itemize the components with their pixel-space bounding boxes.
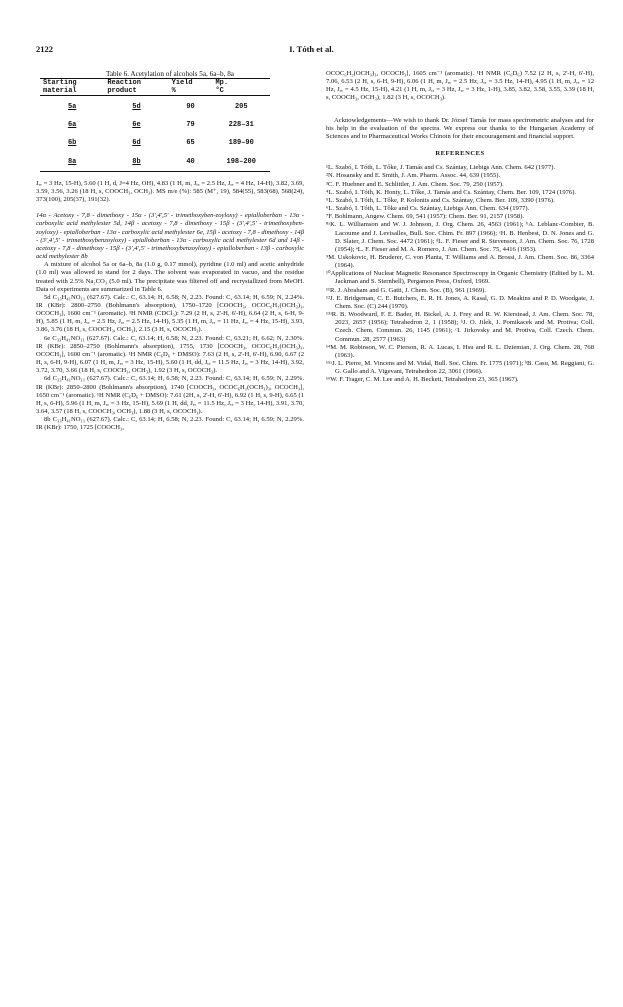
col-header-reaction: Reaction (104, 79, 168, 88)
col-header-product: product (104, 87, 168, 96)
table-cell: 65 (186, 139, 195, 148)
reference-item: ²N. Hosansky and E. Smith, J. Am. Pharm. Assoc. 44, 639 (1955). (326, 172, 501, 180)
reference-item: ⁷F. Bohlmann, Angew. Chem. 69, 541 (1957): Chem. Ber. 91, 2157 (1958). (326, 213, 525, 221)
running-head-authors: I. Tóth et al. (289, 44, 334, 54)
col-header-percent: % (169, 87, 213, 96)
table-row (40, 96, 270, 115)
table-cell: 198–200 (212, 151, 270, 172)
reference-item: ¹⁴M. M. Robinson, W. C. Pierson, R. A. Lucas, I. Hsu and R. L. Dziemian, J. Org. Chem. 28, 768 (1963). (326, 343, 594, 359)
reference-item: ⁴L. Szabó, I. Tóth, K. Honty, L. Tőke, J. Tamás and Cs. Szántay, Chem. Ber. 109, 1724 (1976). (326, 188, 577, 196)
table-cell: 5d (132, 103, 141, 112)
table-cell: 8a (40, 151, 104, 172)
procedure-paragraph: A mixture of alcohol 5a or 6a–b, 8a (1.0 g, 0.17 mmol), pyridine (1.0 ml) and acetic anhydride (1.0 ml) was allowed to stand for 2 days. The solvent was evaporated in vacuo, and the residue treated with 2.5% Na₂CO₃ (5.0 ml). The precipitate was filtered off and recrystallized from MeOH. Data of experiments are summarized in Table 6. (36, 261, 304, 293)
reference-item: ³C. F. Huebner and E. Schlittler, J. Am. Chem. Soc. 79, 250 (1957). (326, 180, 504, 188)
left-column (36, 70, 304, 432)
table-cell: 6d (132, 139, 141, 148)
table-cell: 90 (186, 103, 195, 112)
reference-item: ¹³ᵃR. B. Woodward, F. E. Bader, H. Bickel, A. J. Frey and R. W. Kierstead, J. Am. Chem. Soc. 78, 2023, 2657 (1956); Tetrahedron 2, 1 (1958); ᵇJ. O. Jilek, J. Pomikacek and M. Protiva; Coll. Czech. Chem. Commun. 26, 1145 (1961); ᶜI. Jirkovsky and M. Protiva, Coll. Czech. Chem. Commun. 28, 2577 (1963) (326, 311, 594, 343)
page-number: 2122 (36, 44, 53, 54)
compound-6d-paragraph: 6d C₃₃H₄₁NO₁₁ (627.67). Calc.: C, 63.14; H, 6.58; N, 2.23. Found: C, 63.14; H, 6.59; N, 2.29%. IR (KBr): 2850–2800 (Bohlmann's absorption), 1740 [COOCH₃, OCOC₆H₂(OCH₃)₃, OCOCH₃], 1650 cm⁻¹ (aromatic). ¹H NMR (C₆D₆ + DMSO): 7.61 (2H, s, 2'-H, 6'-H), 6.92 (1 H, s, 9-H), 6.65 (1 H, s, 6-H), 5.96 (1 H, m, Jₑₑ = 3 Hz, 15-H), 5.69 (1 H, dd, Jₑₑ = 11.5 Hz, Jₑₑ = 3 Hz, 14-H), 3.91, 3.70, 3.64, 3.57 (18 H, s, COOCH₃, OCH₃), 1.88 (3 H, s, OCOCH₃). (36, 375, 304, 415)
table-caption: Table 6. Acetylation of alcohols 5a, 6a–b, 8a (105, 70, 235, 78)
col-header-mp: Mp. (212, 79, 270, 88)
table-cell: 79 (186, 121, 195, 130)
table-cell: 228–31 (228, 121, 254, 130)
table-cell: 205 (234, 103, 248, 112)
compound-names-paragraph: 14α - Acetoxy - 7,8 - dimethoxy - 15α - (3',4',5' - trimethoxyben-zoyloxy) - epiallo​berban - 13α - carboxylic acid methylester 5d, 14β - acetoxy - 7,8 - dimethoxy - 15β - (3',4',5' - trimethoxyben-zoyloxy) - epialloberban - 13α - carboxylic acid methylester 6e, 15β - acetoxy - 7,8 - dimethoxy - 14β - (3',4',5' - trimethoxybenzoyloxy) - epialloberban - 13α - carboxylic acid methylester 6d and 14β - acetoxy - 7,8 - dimethoxy - 15β - (3',4',5' - trimethoxybenzoyloxy) - epialloberban - 13β - carboxylic acid methylester 8b (36, 212, 304, 261)
right-column (326, 70, 594, 384)
table-cell: 6a (67, 121, 77, 130)
table-cell: 5a (67, 103, 77, 112)
compound-5d-paragraph: 5d C₃₃H₄₁NO₁₁ (627.67). Calc.: C, 63.14; H, 6.58; N, 2.23. Found: C, 63.14; H, 6.59; N, 2.24%. IR (KBr): 2800–2750 (Bohlmann's absorption), 1750–1720 [COOCH₃, OCOC₆H₂(OCH₃)₃, OCOCH₃], 1600 cm⁻¹ (aromatic). ¹H NMR (CDCl₃): 7.29 (2 H, s, 2'-H, 6'-H), 6.64 (2 H, s, 6-H, 9-H), 5.85 (1 H, m, Jₑₑ = 2.5 Hz, Jₑₑ = 2.5 Hz, 14-H), 5.35 (1 H, m, Jₑₑ = 11 Hz, Jₑₑ = 4 Hz, 15-H), 3.93, 3.86, 3.76 (18 H, s, COOCH₃, OCH₃), 2.15 (3 H, s, OCOCH₃). (36, 293, 304, 334)
reference-item: ¹⁰Applications of Nuclear Magnetic Resonance Spectroscopy in Organic Chemistry (Edited by L. M. Jackman and S. Sternhell), Pergamon Press, Oxford, 1969. (326, 270, 594, 286)
reference-item: ⁶L. Szabó, I. Tóth, L. Tőke and Cs. Szántay, Liebigs Ann. Chem. 634 (1977). (326, 205, 530, 213)
compound-6e-paragraph: 6e C₃₃H₄₁NO₁₁ (627.67). Calc.: C, 63.14; H, 6.58; N, 2.23. Found: C, 63.21; H, 6.62; N, 2.30%. IR (KBr): 2850–2750 (Bohlmann's absorption), 1755, 1730 [COOCH₃, OCOC₆H₂(OCH₃)₃, OCOCH₃], 1600 cm⁻¹ (aromatic). ¹H NMR (C₆D₆ + DMSO): 7.63 (2 H, s, 2'-H, 6'-H), 6.90, 6.67 (2 H, s, 6-H, 9-H), 6.07 (1 H, m, Jₑₑ = 3 Hz, 15-H), 5.60 (1 H, dd, Jₑₑ = 11.5 Hz, Jₑₑ = 3 Hz, 14-H), 3.92, 3.72, 3.70, 3.66 (18 H, s, COOCH₃, OCH₃), 1.92 (3 H, s, OCOCH₃). (36, 334, 304, 375)
table-cell: 40 (169, 151, 213, 172)
reference-item: ¹⁶W. F. Trager, C. M. Lee and A. H. Beckett, Tetrahedron 23, 365 (1967). (326, 376, 519, 384)
reference-item: ⁸ᵃK. L. Williamson and W. J. Johnson, J. Org. Chem. 26, 4563 (1961); ᵇA. Leblanc-Combier, B. Lacoume and J. Levisalles, Bull. Soc. Chim. Fr. 897 (1966); ᶜH. B. Henbest, D. N. Jones and G. D. Slater, J. Chem. Soc. 4472 (1961); ᵈL. F. Fieser and R. Stevenson, J. Am. Chem. Soc. 76, 1728 (1954); ᵉL. F. Fieser and M. A. Romero, J. Am. Chem. Soc. 75, 4416 (1953). (326, 221, 594, 253)
col-header-degc: °C (212, 87, 270, 96)
references-heading: REFERENCES (435, 150, 485, 158)
table-cell: 6e (132, 121, 141, 130)
nmr-continuation-paragraph: Jₑₑ = 3 Hz, 15-H), 5.60 (1 H, d, J=4 Hz, OH), 4.83 (1 H, m, Jₑₑ = 2.5 Hz, Jₑₑ = 4 Hz, 14-H), 3.82, 3.69, 3.59, 3.56, 3.26 (18 H, s, COOCH₃, OCH₃). MS m/e (%): 585 (M⁺, 19), 584(55), 583(68), 568(24), 373(100), 205(37), 191(32). (36, 179, 304, 204)
col-header-material: material (40, 87, 104, 96)
table-cell: 189–90 (228, 139, 254, 148)
table-cell: 8b (104, 151, 168, 172)
reference-item: ⁹M. Uskokovic, H. Bruderer, C. von Planta, T. Williams and A. Brossi, J. Am. Chem. Soc. 86, 3364 (1964). (326, 253, 594, 270)
table-row (40, 114, 270, 132)
acetylation-table (40, 78, 270, 172)
compound-8b-paragraph: 8b C₃₃H₄₁NO₁₁ (627.67). Calc.: C, 63.14; H, 6.58; N, 2.23. Found: C, 63.14; H, 6.59; N, 2.29%. IR (KBr): 1750, 1725 [COOCH₃, (36, 416, 304, 432)
table-row (40, 151, 270, 172)
compound-8b-continuation: OCOC₆H₂(OCH₃)₃, OCOCH₃], 1605 cm⁻¹ (aromatic). ¹H NMR (C₆D₆) 7.52 (2 H, s, 2'-H, 6'-H), 7.06, 6.53 (2 H, s, 6-H, 9-H), 6.06 (1 H, m, Jₑₑ = 2.5 Hz, Jₑₑ = 3.5 Hz, 14-H), 4.95 (1 H, m, Jₑₑ = 12 Hz, Jₑₑ = 4.5 Hz, 15-H), 4.21 (1 H, m, Jₑₑ = 3 Hz, Jₑₑ = 3 Hz, 1-H), 3.85, 3.82, 3.58, 3.55, 3.39 (18 H, s, COOCH₃, OCH₃), 1.82 (3 H, s, OCOCH₃). (326, 70, 594, 102)
table-row (40, 132, 270, 150)
reference-item: ¹²J. E. Bridgeman, C. E. Butchers, E. R. H. Jones, A. Kasal, G. D. Meakins and P. D. Woodgate, J. Chem. Soc. (C) 244 (1970). (326, 294, 594, 310)
col-header-yield: Yield (169, 79, 213, 88)
col-header-starting: Starting (40, 79, 104, 88)
reference-item: ¹L. Szabó, I. Tóth, L. Tőke, J. Tamás and Cs. Szántay, Liebigs Ann. Chem. 642 (1977). (326, 164, 556, 172)
reference-item: ¹⁵ᵃJ. L. Pierre, M. Vincens and M. Vidal, Bull. Soc. Chim. Fr. 1775 (1971); ᵇB. Casu, M. Reggiani, G. G. Gallo and A. Vigevani, Tetrahedron 22, 3061 (1966). (326, 360, 594, 376)
table-cell: 6b (67, 139, 77, 148)
reference-item: ⁵L. Szabó, I. Tóth, L. Tőke, P. Kolonits and Cs. Szántay, Chem. Ber. 109, 3390 (1976). (326, 196, 555, 204)
acknowledgements: Acknowledgements—We wish to thank Dr. József Tamás for mass spectrometric analyses and for his help in the evaluation of the spectra. We express our thanks to the Hungarian Academy of Sciences and to Pharmaceutical Works Chinoin for their encouragement and financial support. (326, 116, 594, 140)
reference-item: ¹¹R. J. Abraham and G. Gatti, J. Chem. Soc. (B), 961 (1969). (326, 286, 486, 294)
